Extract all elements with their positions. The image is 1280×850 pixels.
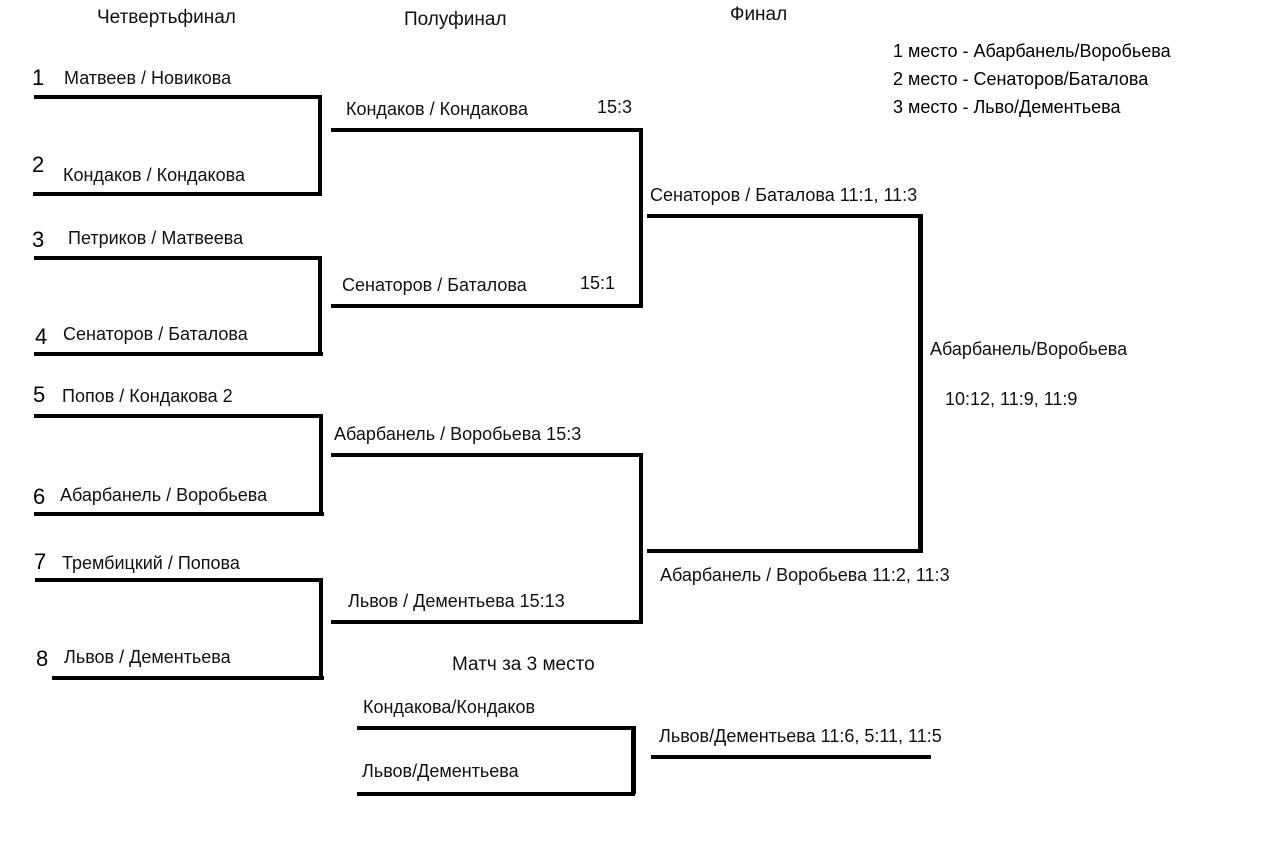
sf-team-3: Абарбанель / Воробьева 15:3: [334, 424, 582, 444]
seed-8: 8: [36, 646, 49, 671]
sf-line-3: [331, 453, 643, 457]
qf-team-1: Матвеев / Новикова: [64, 68, 232, 88]
sf-score-2: 15:1: [580, 273, 616, 293]
sf-team-1: Кондаков / Кондакова: [346, 99, 529, 119]
placing-second: 2 место - Сенаторов/Баталова: [893, 68, 1149, 89]
qf-connector-4: [319, 578, 323, 679]
sf-team-2: Сенаторов / Баталова: [342, 275, 527, 295]
final-team-top: Сенаторов / Баталова 11:1, 11:3: [650, 185, 918, 205]
qf-team-4: Сенаторов / Баталова: [63, 324, 248, 344]
qf-line-6: [34, 512, 324, 516]
champion-team: Абарбанель/Воробьева: [930, 339, 1128, 359]
qf-connector-1: [318, 95, 322, 195]
sf-line-2: [331, 304, 643, 308]
seed-6: 6: [33, 484, 46, 509]
qf-team-5: Попов / Кондакова 2: [62, 386, 233, 406]
third-place-title: Матч за 3 место: [452, 654, 595, 675]
qf-line-1: [34, 95, 322, 99]
qf-team-6: Абарбанель / Воробьева: [60, 485, 268, 505]
qf-connector-3: [319, 414, 323, 515]
qf-line-7: [35, 578, 323, 582]
third-place-line-bottom: [357, 792, 635, 796]
sf-team-4: Львов / Дементьева 15:13: [348, 591, 565, 611]
seed-2: 2: [32, 152, 45, 177]
qf-line-8: [52, 676, 324, 680]
seed-5: 5: [33, 382, 46, 407]
sf-connector-1: [639, 128, 643, 308]
final-line-bottom: [647, 549, 922, 553]
placing-third: 3 место - Льво/Дементьева: [893, 96, 1121, 117]
seed-3: 3: [32, 227, 45, 252]
sf-line-4: [331, 620, 643, 624]
round-title-quarterfinal: Четвертьфинал: [97, 7, 236, 28]
seed-4: 4: [35, 324, 48, 349]
sf-score-1: 15:3: [597, 97, 633, 117]
qf-line-3: [34, 256, 322, 260]
final-line-top: [647, 214, 922, 218]
qf-line-4: [34, 352, 323, 356]
qf-team-7: Трембицкий / Попова: [62, 553, 240, 573]
qf-team-8: Львов / Дементьева: [64, 647, 231, 667]
qf-connector-2: [318, 256, 322, 356]
seed-7: 7: [34, 549, 47, 574]
third-place-team-bottom: Львов/Дементьева: [362, 761, 519, 781]
placing-first: 1 место - Абарбанель/Воробьева: [893, 41, 1171, 61]
seed-1: 1: [32, 65, 45, 90]
third-place-team-top: Кондакова/Кондаков: [363, 697, 536, 717]
third-place-connector: [631, 726, 636, 794]
final-team-bottom: Абарбанель / Воробьева 11:2, 11:3: [660, 565, 950, 585]
final-connector: [918, 214, 923, 553]
round-title-final: Финал: [730, 4, 788, 25]
sf-connector-2: [639, 453, 643, 624]
qf-team-3: Петриков / Матвеева: [68, 228, 244, 248]
qf-team-2: Кондаков / Кондакова: [63, 165, 246, 185]
sf-line-1: [331, 128, 643, 132]
champion-score: 10:12, 11:9, 11:9: [945, 389, 1078, 409]
third-place-result: Львов/Дементьева 11:6, 5:11, 11:5: [659, 726, 942, 746]
round-title-semifinal: Полуфинал: [404, 9, 507, 30]
qf-line-5: [34, 414, 322, 418]
third-place-line-top: [357, 726, 635, 730]
third-place-result-line: [651, 755, 931, 759]
qf-line-2: [33, 192, 322, 196]
placings-list: [893, 38, 1171, 122]
